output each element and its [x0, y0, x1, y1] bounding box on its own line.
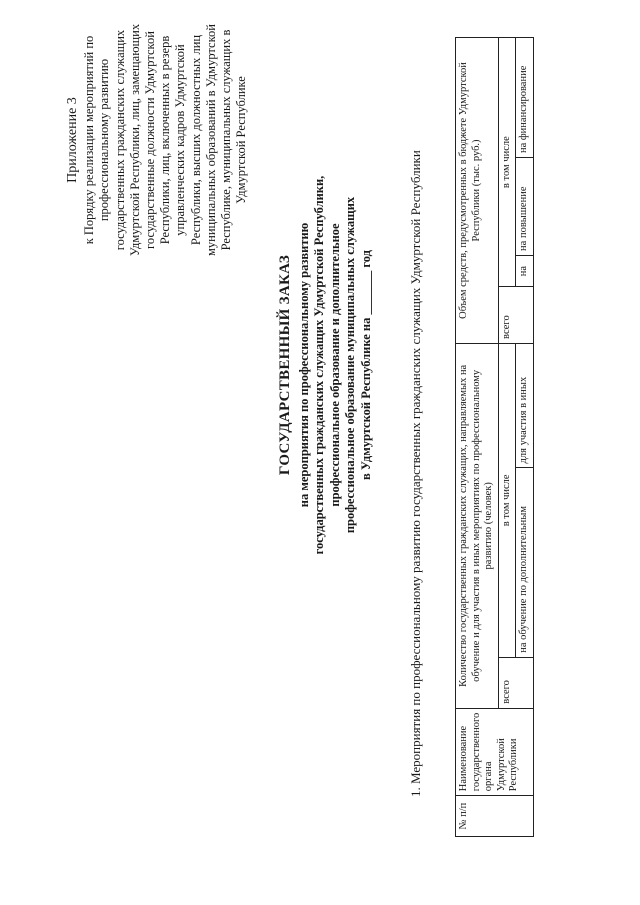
section-heading: [408, 35, 424, 825]
header-budget-sub1: на: [516, 255, 534, 286]
header-number: № п/п: [456, 796, 534, 837]
header-budget: Объем средств, предусмотренных в бюджете Удмуртской Республики (тыс. руб.): [456, 38, 499, 344]
header-budget-total: всего: [498, 287, 533, 344]
table-header-row: [456, 38, 499, 837]
title-line: на мероприятия по профессиональному развитию: [296, 222, 311, 508]
header-count-other: для участия в иных: [516, 343, 534, 468]
state-order-table: [455, 37, 534, 837]
title-line: профессиональное образование и дополнительное: [327, 223, 342, 507]
appendix-header: [65, 15, 249, 265]
title-line: в Удмуртской Республике на _______ год: [358, 250, 373, 480]
header-count-including: в том числе: [498, 343, 516, 657]
document-title: ГОСУДАРСТВЕННЫЙ ЗАКАЗ: [277, 254, 293, 476]
header-count-training: на обучение по дополнительным: [516, 468, 534, 657]
appendix-text: к Порядку реализации мероприятий по профессиональному развитию государственных гражданских служащих Удмуртской Республики, лиц, замещающих государственные должности Удмуртской Республики, лиц, включенных в резерв управленческих кадров Удмуртской Республики, высших должностных лиц муниципальных образований в Удмуртской Республике, муниципальных служащих в Удмуртской Республике: [82, 23, 249, 257]
header-organ-name: Наименование государственного органа Удмуртской Республики: [456, 708, 534, 796]
header-count-total: всего: [498, 657, 533, 708]
section-number: 1.: [408, 787, 423, 797]
title-line: профессиональное образование муниципальных служащих: [343, 196, 357, 534]
document-title-block: [278, 85, 374, 645]
header-budget-including: в том числе: [498, 38, 516, 287]
header-budget-sub2: на повышение: [516, 158, 534, 256]
section-text: Мероприятия по профессиональному развитию государственных гражданских служащих Удмуртской Республики: [408, 150, 423, 784]
appendix-title: Приложение 3: [65, 97, 80, 183]
header-budget-sub3: на финансирование: [516, 38, 534, 158]
header-employee-count: Количество государственных гражданских служащих, направляемых на обучение и для участия в иных мероприятиях по профессиональному развитию (человек): [456, 343, 499, 708]
title-line: государственных гражданских служащих Удмуртской Республики,: [312, 175, 326, 555]
